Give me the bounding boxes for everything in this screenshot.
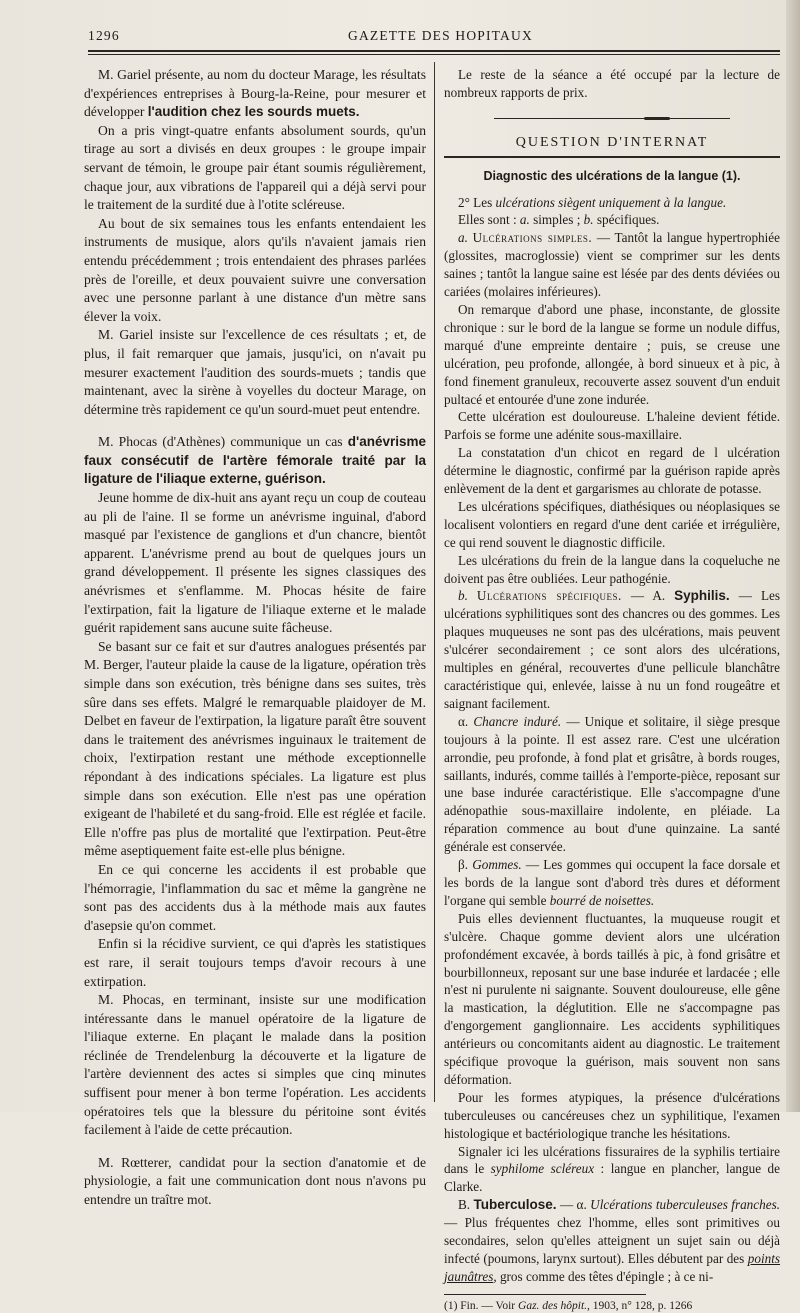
page-edge-shadow <box>786 0 800 1112</box>
paragraph: Les ulcérations spécifiques, diathésiques ou néoplasiques se localisent volontiers en regard d'une dent cariée et irrégulière, ce qui rend souvent le diagnostic difficile. <box>444 498 780 550</box>
paragraph: M. Phocas (d'Athènes) communique un cas d'anévrisme faux consécutif de l'artère fémorale traité par la ligature de l'iliaque externe, guérison. <box>84 434 426 487</box>
article-subheading: Diagnostic des ulcérations de la langue (1). <box>483 168 741 183</box>
left-column <box>84 66 426 1210</box>
paragraph: Le reste de la séance a été occupé par la lecture de nombreux rapports de prix. <box>444 67 780 100</box>
paragraph: α. Chancre induré. — Unique et solitaire, il siège presque toujours à la pointe. Il est assez rare. C'est une ulcération arrondie, peu profonde, à fond plat et grisâtre, à bords rouges, saillants, indurés, comme taillés à l'emporte-pièce, reposant sur une base indurée caractéristique. Elle s'accompagne d'une adénopathie sous-maxillaire indolente, en pléiade. La réparation commence au bout d'une quinzaine. La santé générale est conservée. <box>444 713 780 855</box>
paragraph: M. Phocas, en terminant, insiste sur une modification intéressante dans le manuel opératoire de la ligature de l'iliaque externe. En plaçant le malade dans la position réclinée de Trendelenburg la découverte et la ligature de l'artère deviennent des actes si simples que cinq minutes suffisent pour mener à bon terme l'opération. Les accidents opératoires tels que la blessure du péritoine sont évités facilement à l'aide de cette précaution. <box>84 992 426 1138</box>
paragraph: 2° Les ulcérations siègent uniquement à la langue. <box>458 194 727 210</box>
paragraph: B. Tuberculose. — α. Ulcérations tuberculeuses franches. — Plus fréquentes chez l'homme, elles sont primitives ou secondaires, selon qu'elles atteignent un sujet sain ou déjà infecté (poumons, larynx surtout). Elles débutent par des points jaunâtres, gros comme des têtes d'épingle ; à ce ni- <box>444 1197 780 1284</box>
paragraph: M. Gariel insiste sur l'excellence de ces résultats ; et, de plus, il fait remarquer que jamais, jusqu'ici, on n'avait pu mesurer exactement l'audition des sourds-muets ; tandis que maintenant, avec la sirène à voyelles du docteur Marage, on détermine très rapidement ce qu'un sourd-muet peut entendre. <box>84 327 426 417</box>
paragraph: Puis elles deviennent fluctuantes, la muqueuse rougit et s'ulcère. Chaque gomme devient alors une ulcération profondément excavée, à bords taillés à pic, à fond grisâtre et bourbillonneux, reposant sur une base indurée et lardacée ; elle n'est ni purulente ni saignante. Souvent douloureuse, elle gêne la mastication, la déglutition. Elle ne s'accompagne pas d'engorgement ganglionnaire. Les accidents syphilitiques antérieurs ou concomitants aident au diagnostic. Le traitement spécifique provoque la guérison, mais souvent non sans déformation. <box>444 910 780 1087</box>
paragraph: Au bout de six semaines tous les enfants entendaient les instruments de musique, alors qu'ils n'avaient jamais rien entendu précédemment ; trois entendaient des phrases parlées près de l'oreille, et deux pouvaient suivre une conversation avec une personne parlant à une distance d'un mètre sans élever la voix. <box>84 215 426 324</box>
ornament-separator <box>444 110 780 128</box>
paragraph: Jeune homme de dix-huit ans ayant reçu un coup de couteau au pli de l'aine. Il se forme un anévrisme inguinal, d'abord masqué par l'existence de ganglions et d'un chancre, bientôt apparent. L'anévrisme prend au bout de quelques jours un grand développement. Il présente les signes classiques des anévrismes et s'enflamme. M. Phocas hésite de faire l'extirpation, fait la ligature de l'iliaque externe et le malade guérit rapidement sans aucune suite fâcheuse. <box>84 490 426 636</box>
paragraph: Les ulcérations du frein de la langue dans la coqueluche ne doivent pas être oubliées. Leur pathogénie. <box>444 552 780 586</box>
paragraph: Signaler ici les ulcérations fissuraires de la syphilis tertiaire dans le syphilome scléreux : langue en plancher, langue de Clarke. <box>444 1143 780 1195</box>
header-rule <box>88 50 780 52</box>
paragraph: a. Ulcérations simples. — Tantôt la langue hypertrophiée (glossites, macroglossie) vient se comprimer sur les dents saines ; tantôt la langue saine est lésée par des dents déviées ou cariées (molaires inférieures). <box>444 230 780 300</box>
footnote-rule <box>444 1294 646 1295</box>
paragraph: Elles sont : a. simples ; b. spécifiques. <box>458 212 660 228</box>
paragraph: Enfin si la récidive survient, ce qui d'après les statistiques est rare, il serait toujours temps d'avoir recours à une extirpation. <box>84 936 426 989</box>
section-rule <box>444 156 780 158</box>
footnote: (1) Fin. — Voir Gaz. des hôpit., 1903, n° 128, p. 1266 <box>444 1299 693 1312</box>
column-divider <box>434 62 435 1102</box>
journal-title: GAZETTE DES HOPITAUX <box>348 28 533 43</box>
paragraph: β. Gommes. — Les gommes qui occupent la face dorsale et les bords de la langue sont d'abord très dures et déforment l'organe qui semble bourré de noisettes. <box>444 857 780 908</box>
paragraph: b. Ulcérations spécifiques. — A. Syphilis. — Les ulcérations syphilitiques sont des chancres ou des gommes. Les plaques muqueuses ne sont pas des ulcérations, mais peuvent s'ulcérer secondairement ; ce sont alors des ulcérations, multiples en général, recouvertes d'une pellicule blanchâtre caractéristique qui, enlevée, laisse à nu un fond rougeâtre et saignant facilement. <box>444 588 780 711</box>
paragraph: M. Gariel présente, au nom du docteur Marage, les résultats d'expériences entreprises à Bourg-la-Reine, pour mesurer et développer l'audition chez les sourds muets. <box>84 67 426 120</box>
paragraph: La constatation d'un chicot en regard de l ulcération détermine le diagnostic, confirmé par la guérison rapide après enlèvement de la dent et gargarismes au chlorate de potasse. <box>444 445 780 497</box>
right-column <box>444 66 780 1313</box>
paragraph: En ce qui concerne les accidents il est probable que l'hémorragie, l'inflammation du sac et même la gangrène ne sont pas des accidents dus à la méthode mais aux fautes d'asepsie qu'on commet. <box>84 861 426 933</box>
paragraph: On remarque d'abord une phase, inconstante, de glossite chronique : sur le bord de la langue se forme un nodule diffus, marqué d'une empreinte dentaire ; puis, se creuse une ulcération, peu profonde, allongée, à bord sinueux et à pic, à fond finement granuleux, recouverte assez souvent d'un enduit pultacé et entourée d'une zone indurée. <box>444 301 780 407</box>
paragraph: M. Rœtterer, candidat pour la section d'anatomie et de physiologie, a fait une communication dont nous n'avons pu entendre un traître mot. <box>84 1154 426 1208</box>
paragraph: Se basant sur ce fait et sur d'autres analogues présentés par M. Berger, l'auteur plaide la cause de la ligature, opération très simple dans son exécution, très bénigne dans ses suites, très sûre dans ses effets. Malgré le remarquable plaidoyer de M. Delbet en faveur de l'extirpation, la ligature paraît être souvent dans le traitement des anévrismes inguinaux le traitement de choix, l'extirpation restant une méthode exceptionnelle répondant à des indications spéciales. La ligature est plus simple dans son exécution. Elle n'est pas une opération exigeant de l'habileté et du sang-froid. Elle est réglée et facile. Elle n'offre pas plus de mortalité que l'extirpation. Peut-être même aseptiquement faite est-elle plus bénigne. <box>84 638 426 859</box>
paragraph: Pour les formes atypiques, la présence d'ulcérations tuberculeuses ou cancéreuses chez un syphilitique, l'examen histologique et bactériologique tranche les hésitations. <box>444 1089 780 1141</box>
section-title: QUESTION D'INTERNAT <box>515 134 709 150</box>
header-rule-thin <box>88 54 780 55</box>
paragraph: Cette ulcération est douloureuse. L'haleine devient fétide. Parfois se forme une adénite sous-maxillaire. <box>444 409 780 443</box>
page-header <box>88 28 788 50</box>
page-number: 1296 <box>88 28 120 43</box>
paragraph: On a pris vingt-quatre enfants absolument sourds, qu'un tirage au sort a divisés en deux groupes : le groupe impair servant de témoin, le groupe pair étant soumis régulièrement, chaque jour, aux vibrations de l'appareil qui a déjà servi pour le traitement de la surdité due à l'otite scléreuse. <box>84 122 426 213</box>
